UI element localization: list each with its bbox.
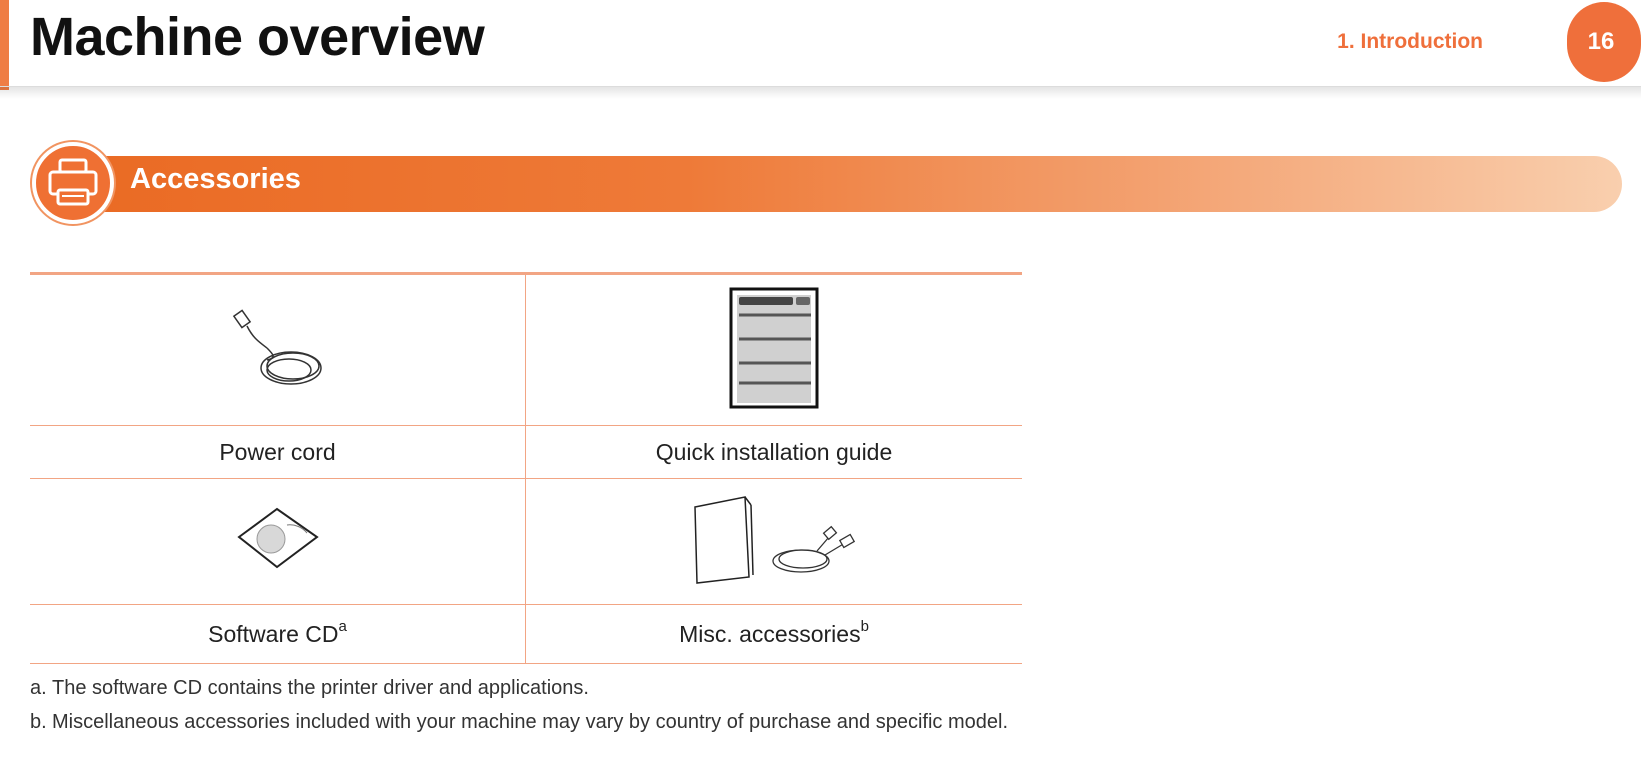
table-cell [30, 605, 526, 664]
table-row [30, 479, 1022, 605]
table-cell [526, 274, 1023, 426]
table-cell [30, 426, 526, 479]
footnote [30, 676, 1020, 700]
item-label: Software CD [208, 620, 339, 647]
footnote-marker: b. [30, 711, 47, 733]
item-label: Quick installation guide [655, 438, 893, 465]
header-divider [0, 86, 1641, 99]
table-row [30, 274, 1022, 426]
footnotes [30, 676, 1020, 744]
table-cell [526, 479, 1023, 605]
table-cell [30, 274, 526, 426]
chapter-label: 1. Introduction [1337, 30, 1483, 53]
table-row [30, 605, 1022, 664]
header-accent-bar [0, 0, 9, 90]
footnote-marker: a. [30, 677, 47, 699]
page-title: Machine overview [30, 7, 485, 67]
quick-guide-icon [729, 287, 819, 409]
footnote-text: Miscellaneous accessories included with your machine may vary by country of purchase and specific model. [52, 711, 1009, 733]
table-cell [526, 426, 1023, 479]
table-cell [526, 605, 1023, 664]
power-cord-icon [223, 298, 333, 398]
table-cell [30, 479, 526, 605]
footnote-ref: a [338, 617, 347, 635]
accessories-table [30, 272, 1022, 664]
misc-accessories-icon [689, 489, 859, 589]
printer-icon [32, 142, 114, 224]
item-label: Power cord [219, 438, 336, 465]
software-cd-icon [235, 507, 321, 571]
footnote-text: The software CD contains the printer driver and applications. [52, 677, 589, 699]
item-label: Misc. accessories [679, 620, 861, 647]
footnote-ref: b [860, 617, 869, 635]
page-number-badge: 16 [1567, 2, 1641, 82]
section-title: Accessories [130, 163, 301, 195]
footnote [30, 710, 1020, 734]
table-row [30, 426, 1022, 479]
